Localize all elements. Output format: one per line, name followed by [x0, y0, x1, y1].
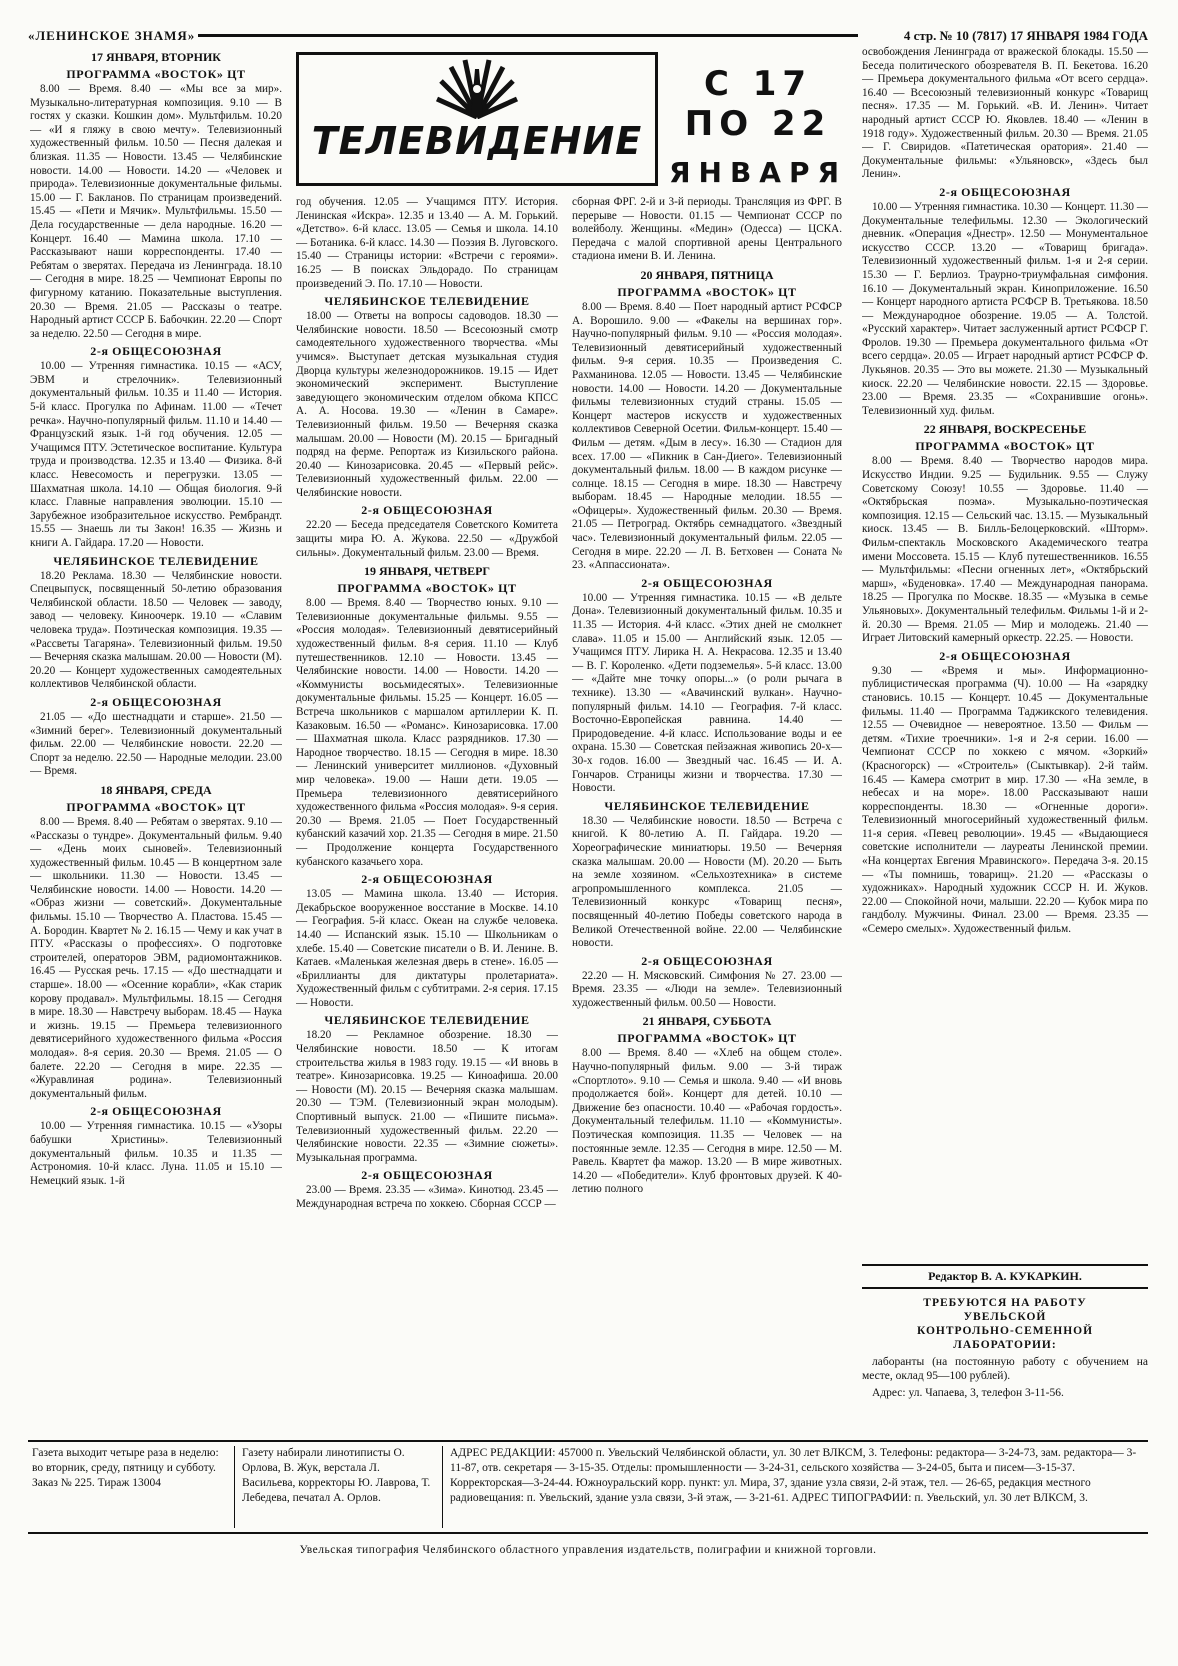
- program-text: 22.20 — Н. Мясковский. Симфония № 27. 23.00 — Время. 23.35 — «Люди на земле». Телевизионный художественный фильм. 00.50 — Новости.: [572, 969, 842, 1009]
- editor-line: Редактор В. А. КУКАРКИН.: [862, 1264, 1148, 1289]
- date-range-line1: С 17 ПО 22: [684, 64, 832, 144]
- program-heading: ЧЕЛЯБИНСКОЕ ТЕЛЕВИДЕНИЕ: [324, 294, 530, 309]
- program-text: освобождения Ленинграда от вражеской блокады. 15.50 — Беседа политического обозревателя В. П. Бекетова. 16.20 — Премьера документального фильма «От всего сердца». 16.40 — Всесоюзный телевизионный конкурс «Товарищ песня». 17.35 — М. Горький. «В. И. Ленин». Читает народный артист СССР Ю. Яковлев. 18.40 — «Ленин в 1918 году». Художественный фильм. 20.30 — Время. 21.05 — Г. Свиридов. «Патетическая оратория». 21.40 — Документальные фильмы: «Ульяновск», «Здесь был Ленин».: [862, 46, 1148, 181]
- day-heading: 20 ЯНВАРЯ, ПЯТНИЦА: [640, 267, 774, 282]
- header-rule: [198, 34, 858, 37]
- program-heading: 2-я ОБЩЕСОЮЗНАЯ: [361, 503, 493, 518]
- footer-divider: [234, 1446, 235, 1528]
- newspaper-name: «ЛЕНИНСКОЕ ЗНАМЯ»: [28, 28, 196, 43]
- editorial-address: АДРЕС РЕДАКЦИИ: 457000 п. Увельский Челябинской области, ул. 30 лет ВЛКСМ, 3. Телефоны: редактора— 3-24-73, зам. редактора— 3-11-87, отв. секретаря — 3-15-35. Отделы: промышленности — 3-24-31, сельского хозяйства — 3-24-05, быта и писем—3-15-37. Корректорская—3-24-44. Южноуральский корр. пункт: ул. Мира, 37, здание узла связи, 2-й этаж, тел. — 26-65, редакция местного радиовещания: п. Увельский, здание узла связи, 3-й этаж, — 3-21-61. АДРЕС ТИПОГРАФИИ: п. Увельский, ул. 30 лет ВЛКСМ, 3.: [450, 1447, 1137, 1504]
- column-3: [572, 196, 842, 1436]
- publication-schedule: Газета выходит четыре раза в неделю: во вторник, среду, пятницу и субботу. Заказ № 225. Тираж 13004: [32, 1447, 219, 1489]
- program-text: 13.05 — Мамина школа. 13.40 — История. Декабрьское вооруженное восстание в Москве. 14.10 — География. 5-й класс. Океан на службе человека. 14.40 — Испанский язык. 15.10 — Школьникам о хлебе. 15.40 — Советские писатели о В. И. Ленине. В. Катаев. «Маленькая железная дверь в стене». 16.05 — «Бриллианты для диктатуры пролетариата». Художественный фильм с субтитрами. 2-я серия. 17.15 — Новости.: [296, 888, 558, 1009]
- program-heading: ЧЕЛЯБИНСКОЕ ТЕЛЕВИДЕНИЕ: [324, 1013, 530, 1028]
- program-text: 10.00 — Утренняя гимнастика. 10.15 — «АСУ, ЭВМ и стрелочник». Телевизионный документальный фильм. 10.35 и 11.40 — История. 5-й класс. Прогулка по Афинам. 11.00 — «Течет речка». Научно-популярный фильм. 11.10 и 14.40 — Французский язык. 1-й год обучения. 12.05 — Учащимся ПТУ. Эстетическое воспитание. Культура труда и производства. 12.35 и 13.40 — Физика. 8-й класс. Невесомость и перегрузки. 13.05 — Шахматная школа. 14.10 — Общая биология. 9-й класс. Главные направления эволюции. 15.10 — Зарубежное изобразительное искусство. Рембрандт. 15.55 — Знаешь ли ты Закон! 16.35 — Жизнь и книги А. Гайдара. 17.20 — Новости.: [30, 360, 282, 549]
- day-heading: 22 ЯНВАРЯ, ВОСКРЕСЕНЬЕ: [923, 422, 1087, 437]
- tv-tower-sunburst-icon: [435, 59, 519, 119]
- program-text: 23.00 — Время. 23.35 — «Зима». Кинотюд. 23.45 — Международная встреча по хоккею. Сборная СССР —: [296, 1184, 558, 1210]
- program-heading: ПРОГРАММА «ВОСТОК» ЦТ: [915, 439, 1095, 454]
- day-heading: 18 ЯНВАРЯ, СРЕДА: [100, 782, 212, 797]
- tv-title-box: [296, 52, 658, 186]
- program-heading: 2-я ОБЩЕСОЮЗНАЯ: [939, 648, 1071, 663]
- production-staff: Газету набирали линотиписты О. Орлова, В. Жук, верстала Л. Васильева, корректоры Ю. Лаврова, Т. Лебедева, печатал А. Орлов.: [242, 1447, 431, 1504]
- program-text: 18.00 — Ответы на вопросы садоводов. 18.30 — Челябинские новости. 18.50 — Всесоюзный смотр самодеятельного художественного творчества. «Мы учимся». Выступает детская музыкальная студия Дворца культуры железнодорожников. 19.15 — Идет экономический эксперимент. Выступление заведующего экономическим отделом обкома КПСС А. А. Носова. 19.30 — «Ленин в Самаре». Телевизионный фильм. 19.50 — Вечерняя сказка малышам. 20.00 — Новости (М). 20.15 — Бригадный подряд на ферме. Репортаж из Кизильского района. 20.40 — Кинозарисовка. 20.45 — «Первый рейс». Телевизионный художественный фильм. 22.00 — Челябинские новости.: [296, 310, 558, 499]
- job-advertisement: [862, 1296, 1148, 1400]
- program-heading: ПРОГРАММА «ВОСТОК» ЦТ: [617, 1031, 797, 1046]
- program-heading: ЧЕЛЯБИНСКОЕ ТЕЛЕВИДЕНИЕ: [53, 553, 259, 568]
- imprint-footer: [28, 1440, 1148, 1534]
- program-text: 9.30 — «Время и мы». Информационно-публицистическая программа (Ч). 10.00 — На «зарядку становись. 10.15 — Концерт. 10.45 — Документальные фильмы. 11.40 — Программа Таджикского телевидения. 12.55 — Очевидное — невероятное. 13.50 — Фильм — детям. «Тихие троечники». 1-я и 2-я серии. 16.00 — Чемпионат СССР по хоккею с мячом. «Зоркий» (Красногорск) — «Строитель» (Сыктывкар). 2-й тайм. 16.45 — Камера смотрит в мир. 17.30 — «На земле, в небесах и на море». 18.00 Рассказывают наши корреспонденты. 18.30 — «Огненные дороги». Телевизионный многосерийный художественный фильм. 11-я серия. «Певец революции». 19.45 — «Выдающиеся советские исполнители — лауреаты Ленинской премии. «На концертах Евгения Мравинского». Передача 3-я. 20.15 — «Ты помнишь, товарищ». 21.20 — «Рассказы о художниках». Народный художник СССР Н. И. Жуков. 22.00 — Спокойной ночи, малыши. 22.20 — Кубок мира по гандболу. Мужчины. Финал. 23.00 — Время. 23.35 — «Семеро смелых». Художественный фильм.: [862, 664, 1148, 936]
- issue-line: 4 стр. № 10 (7817) 17 ЯНВАРЯ 1984 ГОДА: [903, 28, 1148, 43]
- printer-line: Увельская типография Челябинского областного управления издательств, полиграфии и книжной торговли.: [299, 1544, 877, 1556]
- program-text: 8.00 — Время. 8.40 — Ребятам о зверятах. 9.10 — «Рассказы о тундре». Документальный фильм. 9.40 — «День моих сыновей». Телевизионный художественный фильм. 10.45 — В концертном зале — школьники. 11.30 — Новости. 13.45 — Челябинские новости. 14.00 — Новости. 14.20 — «Образ жизни — советский». Документальные фильмы. 15.10 — Творчество А. Пластова. 15.45 — А. Бородин. Квартет № 2. 16.15 — Чему и как учат в ПТУ. «Рассказы о профессиях». О подготовке строителей, операторов ЭВМ, радиомонтажников. 16.45 — Русская речь. 17.15 — «До шестнадцати и старше». 18.00 — «Осенние корабли», «Как старик корову продавал». Мультфильмы. 18.15 — Сегодня в мире. 18.30 — Навстречу выборам. 18.45 — Наука и жизнь. 19.15 — Премьера телевизионного девятисерийного художественного фильма «Россия молодая». 8-я серия. 20.30 — Время. 21.05 — О балете. 22.20 — Сегодня в мире. 22.35 — «Журавлиная родина». Телевизионный документальный фильм.: [30, 815, 282, 1100]
- program-text: 10.00 — Утренняя гимнастика. 10.15 — «Узоры бабушки Христины». Телевизионный документальный фильм. 10.35 и 11.35 — Астрономия. 10-й класс. Луна. 11.05 и 15.10 — Немецкий язык. 1-й: [30, 1120, 282, 1187]
- program-heading: ЧЕЛЯБИНСКОЕ ТЕЛЕВИДЕНИЕ: [604, 798, 810, 813]
- program-text: сборная ФРГ. 2-й и 3-й периоды. Трансляция из ФРГ. В перерыве — Новости. 01.15 — Чемпионат СССР по волейболу. Женщины. «Медин» (Одесса) — ЦСКА. Передача с малой спортивной арены Центрального стадиона имени В. И. Ленина.: [572, 196, 842, 263]
- column-4: [862, 46, 1148, 1258]
- date-range: [668, 64, 848, 189]
- program-heading: 2-я ОБЩЕСОЮЗНАЯ: [361, 1168, 493, 1183]
- program-heading: ПРОГРАММА «ВОСТОК» ЦТ: [617, 284, 797, 299]
- tv-title: ТЕЛЕВИДЕНИЕ: [311, 119, 643, 163]
- program-heading: 2-я ОБЩЕСОЮЗНАЯ: [939, 184, 1071, 199]
- day-heading: 21 ЯНВАРЯ, СУББОТА: [642, 1014, 772, 1029]
- program-heading: ПРОГРАММА «ВОСТОК» ЦТ: [66, 799, 246, 814]
- day-heading: 17 ЯНВАРЯ, ВТОРНИК: [90, 50, 222, 64]
- program-text: 18.20 — Рекламное обозрение. 18.30 — Челябинские новости. 18.50 — К итогам строительства жилья в 1983 году. 19.15 — «И вновь в театре». Кинозарисовка. 19.25 — Киноафиша. 20.00 — Новости (М). 20.15 — Вечерняя сказка малышам. 20.30 — ТЭМ. (Телевизионный экран молодым). Спортивный выпуск. 21.00 — «Пишите письма». Телевизионный художественный фильм. 22.20 — Челябинские новости. 22.35 — «Зимние сюжеты». Музыкальная программа.: [296, 1029, 558, 1164]
- program-text: 18.20 Реклама. 18.30 — Челябинские новости. Спецвыпуск, посвященный 50-летию образования Челябинской области. 18.50 — Человек — заводу, завод — человеку. Киноочерк. 19.10 — «Славим человека труда». Поэтическая композиция. 19.35 — «Рассветы Тагаряна». Телевизионный фильм. 19.50 — Вечерняя сказка малышам. 20.00 — Новости (М). 20.20 — Концерт художественных самодеятельных коллективов Челябинской области.: [30, 569, 282, 691]
- program-text: год обучения. 12.05 — Учащимся ПТУ. История. Ленинская «Искра». 12.35 и 13.40 — А. М. Горький. «Детство». 6-й класс. 13.05 — Семья и школа. 14.10 — Ботаника. 6-й класс. 14.30 — Поэзия В. Луговского. 15.40 — Страницы истории: «Встречи с героями». 16.25 — В поисках Эльдорадо. По страницам произведений Э. По. 17.10 — Новости.: [296, 196, 558, 290]
- footer-divider: [442, 1446, 443, 1528]
- program-text: 21.05 — «До шестнадцати и старше». 21.50 — «Зимний берег». Телевизионный документальный фильм. 22.00 — Челябинские новости. 22.20 — Спорт за неделю. 22.50 — Народные мелодии. 23.00 — Время.: [30, 710, 282, 778]
- program-heading: 2-я ОБЩЕСОЮЗНАЯ: [90, 1104, 222, 1119]
- ad-title: ЛАБОРАТОРИИ:: [953, 1339, 1057, 1351]
- program-heading: 2-я ОБЩЕСОЮЗНАЯ: [641, 953, 773, 968]
- ad-title: ТРЕБУЮТСЯ НА РАБОТУ: [923, 1297, 1087, 1309]
- program-text: 10.00 — Утренняя гимнастика. 10.15 — «В дельте Дона». Телевизионный документальный фильм. 10.35 и 11.35 — История. 4-й класс. «Этих дней не смолкнет слава». 11.05 и 15.00 — Английский язык. 12.05 — Учащимся ПТУ. Лирика Н. А. Некрасова. 12.35 и 13.40 — В. Г. Короленко. «Дети подземелья». 5-й класс. 13.00 — «Дайте мне точку опоры...» (о роли рычага в технике). 13.30 — «Авачинский вулкан». Научно-популярный фильм. 14.10 — География. 7-й класс. Восточно-Европейская равнина. 14.40 — Природоведение. 4-й класс. Использование воды и ее охрана. 15.30 — Советская пейзажная живопись 20-х—30-х годов. 16.00 — Звездный час. 16.45 — И. А. Гончаров. Страницы жизни и творчества. 17.30 — Новости.: [572, 591, 842, 795]
- program-text: 8.00 — Время. 8.40 — «Хлеб на общем столе». Научно-популярный фильм. 9.00 — 3-й тираж «Спортлото». 9.10 — Семья и школа. 9.40 — «И вновь продолжается бой». Концерт для детей. 10.10 — Движение без опасности. 10.40 — «Рабочая гордость». Документальный телефильм. 11.10 — «Коммунисты». Поэтическая композиция. 11.35 — Человек — на постоянные земле. 12.35 — Сегодня в мире. 12.50 — М. Равель. Квартет фа мажор. 13.20 — В мире животных. 14.20 — «Победители». Клуб фронтовых друзей. К 40-летию полного: [572, 1047, 842, 1196]
- program-heading: ПРОГРАММА «ВОСТОК» ЦТ: [337, 581, 517, 596]
- program-text: 8.00 — Время. 8.40 — «Мы все за мир». Музыкально-литературная композиция. 9.10 — В гостях у сказки. Кошкин дом». Мультфильм. 10.20 — «И я гляжу в свою мечту». Телевизионный художественный фильм. 10.50 — Песня далекая и близкая. 11.35 — Новости. 13.45 — Челябинские новости. 14.00 — Новости. 14.20 — «Человек и природа». Телевизионные документальные фильмы. 15.00 — Г. Бакланов. По страницам произведений. 15.45 — «Пети и Мячик». Мультфильмы. 15.50 — Дела государственные — дела народные. 16.20 — Концерт. 16.40 — Мамина школа. 17.10 — Рассказывают наши корреспонденты. 17.40 — Ребятам о зверятах. Передача из Ленинграда. 18.10 — Сегодня в мире. 18.25 — Чемпионат Европы по фигурному катанию. Показательные выступления. 20.30 — Время. 21.05 — Рассказы о театре. Народный артист СССР Б. Бабочкин. 22.20 — Спорт за неделю. 22.50 — Сегодня в мире.: [30, 83, 282, 340]
- program-text: 18.30 — Челябинские новости. 18.50 — Встреча с книгой. К 80-летию А. П. Гайдара. 19.20 — Хореографические миниатюры. 19.50 — Вечерняя сказка малышам. 20.00 — Новости (М). 20.20 — Быть на земле хозяином. «Сельхозтехника» в системе агропромышленного комплекса. 21.05 — Телевизионный конкурс «Товарищ песня», посвященный 40-летию Победы советского народа в Великой Отечественной войне. 22.00 — Челябинские новости.: [572, 814, 842, 950]
- ad-title: УВЕЛЬСКОЙ: [963, 1311, 1047, 1323]
- program-text: 22.20 — Беседа председателя Советского Комитета защиты мира Ю. А. Жукова. 22.50 — «Дружбой сильны». Документальный фильм. 23.00 — Время.: [296, 519, 558, 559]
- column-2: [296, 196, 558, 1436]
- program-heading: 2-я ОБЩЕСОЮЗНАЯ: [90, 694, 222, 709]
- column-1: [30, 46, 282, 1436]
- date-range-line2: ЯНВАРЯ: [668, 156, 848, 189]
- program-text: 8.00 — Время. 8.40 — Творчество народов мира. Искусство Индии. 9.25 — Будильник. 9.55 — Служу Советскому Союзу! 10.55 — Здоровье. 11.40 — «Октябрьская поэма». Музыкально-поэтическая композиция. 12.15 — Сельский час. 13.15. — Музыкальный киоск. 13.45 — В. Билль-Белоцерковский. «Шторм». Фильм-спектакль Московского Академического театра имени Моссовета. 15.15 — Клуб путешественников. 16.55 — Мультфильмы: «Песни огненных лет», «Октябрьский марш», «Буденовка». 17.40 — Международная панорама. 18.25 — Прогулка по Москве. 18.35 — «Музыка в семье Ульяновых». Документальный телефильм. Фильмы 1-й и 2-й. 20.30 — Время. 21.05 — Мир и молодежь. 21.40 — Играет Литовский камерный оркестр. 22.25. — Новости.: [862, 455, 1148, 645]
- program-text: 8.00 — Время. 8.40 — Поет народный артист РСФСР А. Ворошило. 9.00 — «Факелы на вершинах гор». Научно-популярный фильм. 9.10 — «Россия молодая». Телевизионный девятисерийный художественный фильм. 9-я серия. 10.35 — Произведения С. Рахманинова. 12.05 — Новости. 13.45 — Челябинские новости. 14.00 — Новости. 14.20 — Документальные фильмы телевизионных студий страны. 15.05 — Концерт мастеров искусств и художественных коллективов Северной Осетии. Фильм-концерт. 15.40 — Фильм — детям. «Дым в лесу». 16.30 — Стадион для всех. 17.00 — «Пикник в Сан-Диего». Телевизионный документальный фильм. 18.00 — В каждом рисунке — солнце. 18.15 — Сегодня в мире. 18.30 — Навстречу выборам. 18.45 — Народные мелодии. 18.55 — «Офицеры». Художественный фильм. 20.30 — Время. 21.05 — Петроград. Октябрь семнадцатого. «Звездный час». Телевизионный документальный фильм. 22.05 — Сегодня в мире. 22.20 — Л. В. Бетховен — Соната № 23. «Аппассионата».: [572, 300, 842, 572]
- program-text: 8.00 — Время. 8.40 — Творчество юных. 9.10 — Телевизионные документальные фильмы. 9.55 — «Россия молодая». Телевизионный девятисерийный художественный фильм. 8-я серия. 11.10 — Клуб путешественников. 12.10 — Новости. 13.45 — Челябинские новости. 14.00 — Новости. 14.20 — «Коммунисты восьмидесятых». Телевизионные документальные фильмы. 15.25 — Концерт. 16.05 — Встреча школьников с маршалом артиллерии К. П. Казаковым. 16.50 — «Романс». Кинозарисовка. 17.00 — Шахматная школа. Класс разрядников. 17.30 — Народное творчество. 18.15 — Сегодня в мире. 18.30 — Ленинский университет миллионов. «Духовный мир человека». 19.00 — Наши дети. 19.05 — Премьера телевизионного девятисерийного художественного фильма «Россия молодая». 9-я серия. 20.30 — Время. 21.05 — Поет Государственный кубанский казачий хор. 21.35 — Сегодня в мире. 21.50 — Продолжение концерта Государственного кубанского казачьего хора.: [296, 597, 558, 868]
- program-heading: 2-я ОБЩЕСОЮЗНАЯ: [361, 872, 493, 887]
- ad-body: лаборанты (на постоянную работу с обучением на месте, оклад 95—100 рублей).: [862, 1356, 1148, 1382]
- ad-title: КОНТРОЛЬНО-СЕМЕННОЙ: [916, 1325, 1094, 1337]
- program-heading: 2-я ОБЩЕСОЮЗНАЯ: [641, 575, 773, 590]
- program-text: 10.00 — Утренняя гимнастика. 10.30 — Концерт. 11.30 — Документальные телефильмы. 12.30 — Экологический дневник. «Операция «Днестр». 12.50 — Монументальное искусство СССР. 13.20 — «Товарищ бригада». Телевизионный художественный фильм. 1-я и 2-я серии. 15.30 — Г. Берлиоз. Траурно-триумфальная симфония. 16.10 — Документальный экран. Киноприложение. 16.50 — Концерт народного артиста РСФСР В. Третьякова. 18.50 — Международное обозрение. 19.05 — А. Толстой. «Русский характер». Читает заслуженный артист РСФСР Г. Фролов. 19.30 — Премьера документального фильма «От всего сердца». 20.05 — Играет народный артист РСФСР Ф. Лукьянов. 20.35 — Это вы можете. 21.30 — Музыкальный киоск. 22.20 — Челябинские новости. 22.15 — Здоровье. 23.00 — Время. 23.35 — «Сохранившие огонь». Телевизионный худ. фильм.: [862, 200, 1148, 417]
- ad-address: Адрес: ул. Чапаева, 3, телефон 3-11-56.: [872, 1387, 1064, 1399]
- program-heading: ПРОГРАММА «ВОСТОК» ЦТ: [66, 67, 246, 81]
- tv-banner: [296, 44, 852, 189]
- program-heading: 2-я ОБЩЕСОЮЗНАЯ: [90, 344, 222, 359]
- page-header: [28, 28, 1148, 44]
- day-heading: 19 ЯНВАРЯ, ЧЕТВЕРГ: [363, 564, 491, 579]
